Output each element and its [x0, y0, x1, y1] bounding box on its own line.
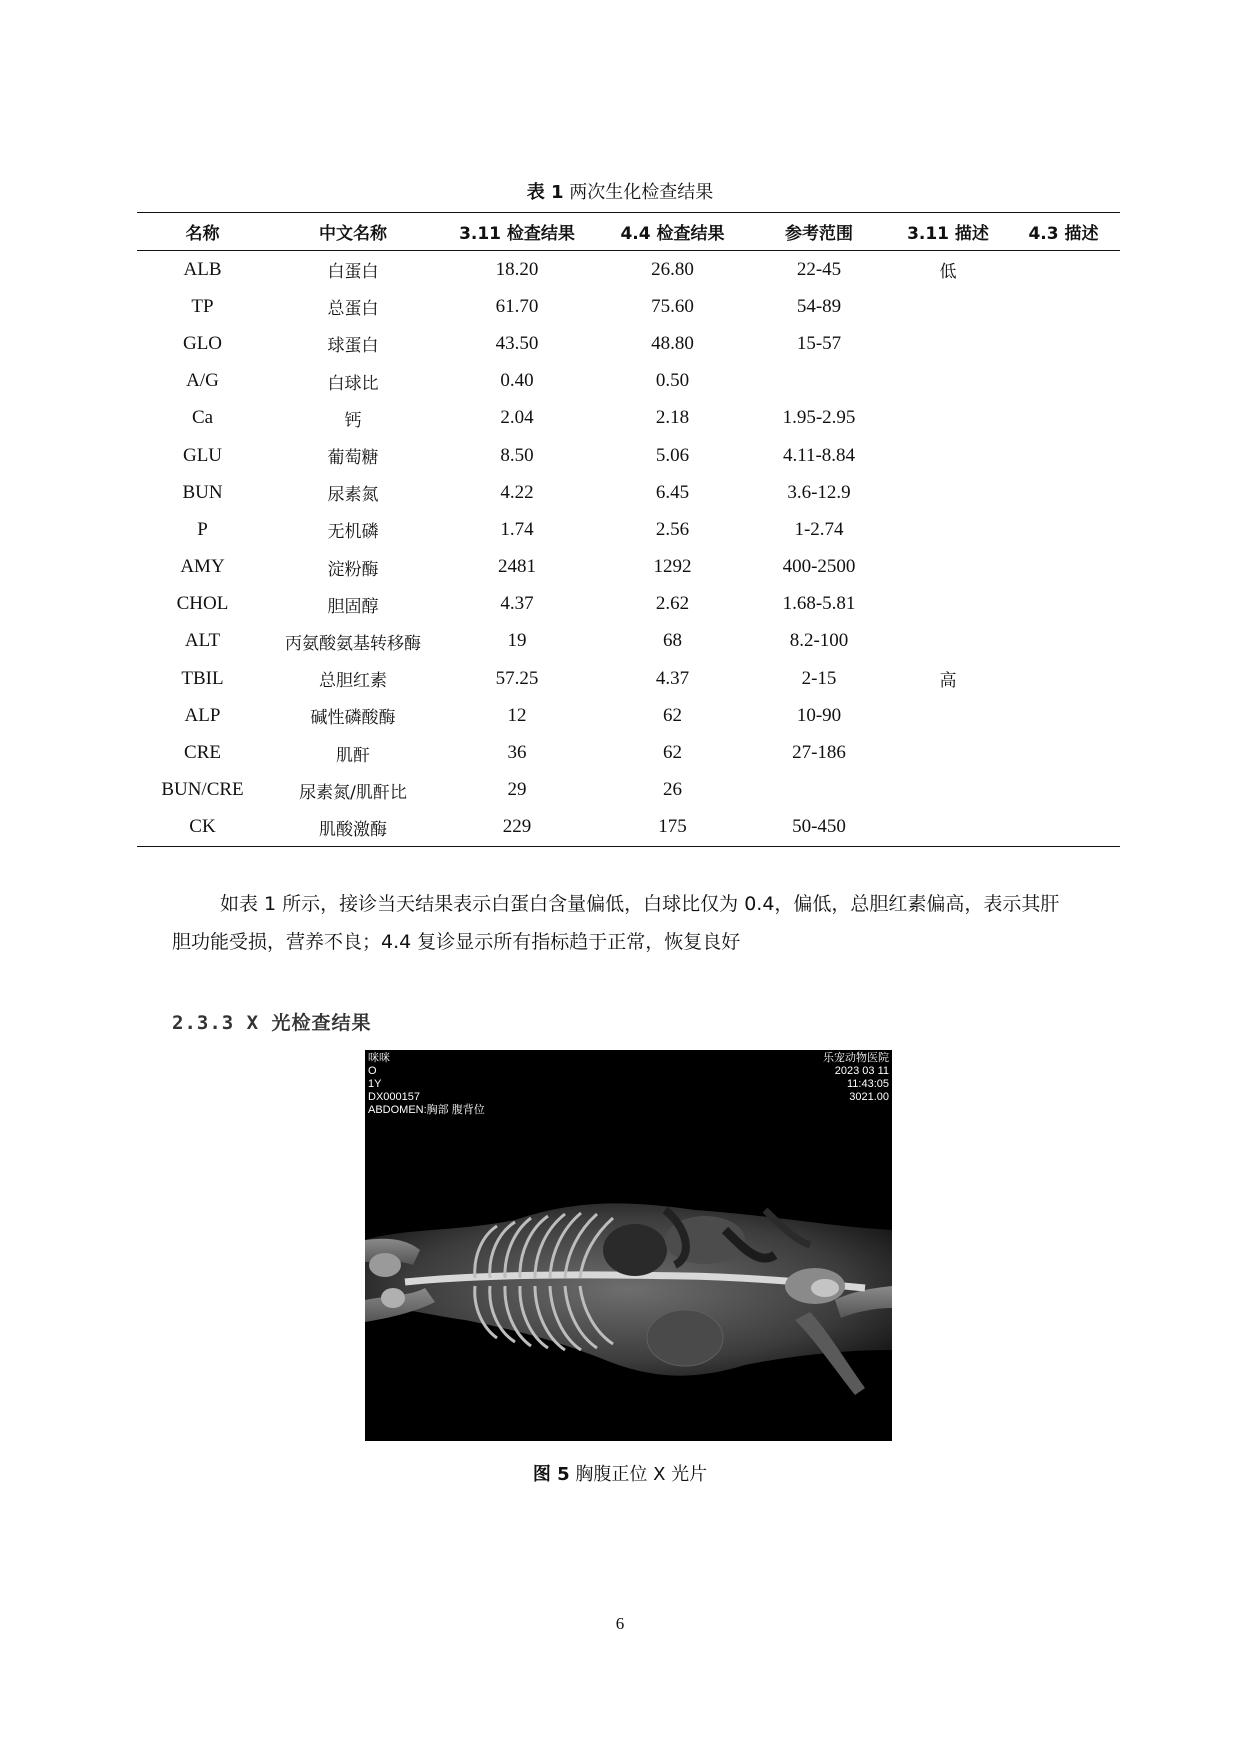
table-row	[137, 697, 1120, 734]
cell-description-4-3	[1007, 549, 1120, 586]
cell-description-3-11	[889, 511, 1007, 548]
cell-description-3-11	[889, 549, 1007, 586]
xray-hospital-info	[823, 1052, 889, 1104]
cell-description-3-11	[889, 474, 1007, 511]
cell-description-3-11	[889, 288, 1007, 325]
cell-chinese-name: 葡萄糖	[327, 448, 379, 469]
table-caption	[0, 178, 1240, 204]
cell-description-3-11	[889, 363, 1007, 400]
cell-reference-range: 3.6-12.9	[787, 481, 851, 503]
table-row	[137, 772, 1120, 809]
cell-description-4-3	[1007, 251, 1120, 289]
cell-chinese-name: 尿素氮/肌酐比	[299, 782, 407, 803]
cell-name: BUN/CRE	[161, 779, 244, 801]
xray-info-line: 2023 03 11	[834, 1065, 889, 1077]
cell-chinese-name: 球蛋白	[327, 336, 379, 357]
cell-name: GLO	[182, 332, 223, 354]
cell-description-4-3	[1007, 697, 1120, 734]
cell-result-4-4: 5.06	[655, 444, 690, 466]
xray-info-line: 3021.00	[849, 1091, 889, 1103]
xray-info-line: 11:43:05	[846, 1078, 889, 1090]
biochemistry-table	[137, 212, 1120, 847]
cell-description-4-3	[1007, 809, 1120, 847]
cell-reference-range: 50-450	[792, 816, 846, 838]
cell-description-4-3	[1007, 623, 1120, 660]
cell-reference-range: 8.2-100	[789, 630, 849, 652]
table-header-row	[137, 213, 1120, 251]
cell-description-4-3	[1007, 325, 1120, 362]
cell-result-3-11: 19	[507, 630, 527, 652]
cell-result-3-11: 57.25	[495, 667, 539, 689]
cell-chinese-name: 尿素氮	[327, 485, 379, 506]
table-row	[137, 288, 1120, 325]
header-chinese-name: 中文名称	[319, 224, 387, 244]
header-name: 名称	[185, 224, 220, 244]
cell-result-3-11: 2481	[498, 556, 536, 578]
cell-description-4-3	[1007, 437, 1120, 474]
table-row	[137, 325, 1120, 362]
cell-description-4-3	[1007, 734, 1120, 771]
cell-name: CHOL	[176, 593, 229, 615]
cell-reference-range: 1.95-2.95	[782, 407, 856, 429]
cell-description-4-3	[1007, 400, 1120, 437]
cell-result-3-11: 8.50	[500, 444, 534, 466]
table-row	[137, 511, 1120, 548]
figure-caption-text: 胸腹正位 X 光片	[575, 1464, 708, 1485]
cell-description-4-3	[1007, 363, 1120, 400]
cell-result-4-4: 0.50	[655, 370, 690, 392]
cell-result-3-11: 43.50	[495, 332, 539, 354]
table-row	[137, 549, 1120, 586]
header-reference-range: 参考范围	[785, 224, 853, 244]
cell-result-4-4: 2.18	[655, 407, 690, 429]
cell-result-4-4: 62	[663, 742, 682, 764]
xray-info-line: 咪咪	[368, 1052, 390, 1064]
cell-chinese-name: 肌酸激酶	[319, 819, 387, 840]
table-row	[137, 660, 1120, 697]
cell-reference-range	[749, 772, 889, 809]
cell-result-3-11: 61.70	[495, 295, 539, 317]
cell-result-4-4: 6.45	[655, 481, 690, 503]
table-row	[137, 734, 1120, 771]
cell-description-3-11	[889, 809, 1007, 847]
cell-description-3-11	[889, 586, 1007, 623]
cell-description-3-11: 低	[939, 262, 957, 283]
section-heading: 2.3.3 X 光检查结果	[172, 1012, 372, 1034]
xray-info-line: DX000157	[368, 1091, 420, 1103]
table-row	[137, 586, 1120, 623]
figure-caption	[0, 1460, 1240, 1486]
cell-reference-range	[749, 363, 889, 400]
cell-description-4-3	[1007, 586, 1120, 623]
cell-description-3-11	[889, 325, 1007, 362]
cell-chinese-name: 总蛋白	[327, 299, 379, 320]
cell-chinese-name: 胆固醇	[327, 596, 379, 617]
table-row	[137, 400, 1120, 437]
page-number: 6	[615, 1614, 625, 1633]
header-description-4-3: 4.3 描述	[1028, 224, 1099, 244]
cell-result-4-4: 48.80	[651, 332, 694, 354]
xray-info-line: O	[368, 1065, 377, 1077]
cell-description-3-11	[889, 400, 1007, 437]
cell-result-4-4: 2.56	[655, 518, 690, 540]
cell-name: ALT	[184, 630, 221, 652]
cell-name: A/G	[186, 370, 219, 392]
cell-reference-range: 10-90	[796, 704, 842, 726]
cell-name: ALP	[184, 704, 221, 726]
table-row	[137, 363, 1120, 400]
cell-description-4-3	[1007, 474, 1120, 511]
cell-chinese-name: 白蛋白	[327, 262, 379, 283]
cell-name: CRE	[184, 742, 221, 764]
cell-result-4-4: 68	[663, 630, 682, 652]
cell-chinese-name: 总胆红素	[319, 671, 387, 692]
cell-description-3-11	[889, 437, 1007, 474]
cell-chinese-name: 白球比	[327, 373, 379, 394]
cell-description-3-11	[889, 734, 1007, 771]
cell-result-3-11: 36	[507, 742, 527, 764]
table-row	[137, 474, 1120, 511]
cell-name: CK	[189, 816, 216, 838]
cell-result-3-11: 2.04	[500, 407, 534, 429]
cell-description-3-11	[889, 697, 1007, 734]
cell-reference-range: 400-2500	[782, 556, 856, 578]
analysis-paragraph: 如表 1 所示，接诊当天结果表示白蛋白含量偏低，白球比仅为 0.4，偏低，总胆红素偏高，表示其肝胆功能受损，营养不良；4.4 复诊显示所有指标趋于正常，恢复良好	[172, 893, 1060, 953]
cell-result-3-11: 29	[507, 779, 527, 801]
cell-chinese-name: 碱性磷酸酶	[310, 708, 396, 729]
cell-reference-range: 4.11-8.84	[782, 444, 856, 466]
cell-result-4-4: 175	[658, 816, 687, 838]
table-row	[137, 437, 1120, 474]
cell-result-3-11: 1.74	[500, 518, 534, 540]
cell-name: GLU	[182, 444, 223, 466]
table-row	[137, 623, 1120, 660]
cell-name: ALB	[183, 258, 222, 280]
cell-description-4-3	[1007, 511, 1120, 548]
cell-result-3-11: 4.22	[500, 481, 534, 503]
cell-description-4-3	[1007, 772, 1120, 809]
cell-chinese-name: 淀粉酶	[327, 559, 379, 580]
cell-description-4-3	[1007, 288, 1120, 325]
cell-result-4-4: 26.80	[651, 258, 694, 280]
cell-name: AMY	[180, 556, 225, 578]
xray-info-line: 1Y	[368, 1078, 382, 1090]
cell-name: TBIL	[181, 667, 224, 689]
cell-result-3-11: 4.37	[500, 593, 534, 615]
cell-result-4-4: 62	[663, 704, 682, 726]
cell-chinese-name: 肌酐	[336, 745, 370, 766]
xray-info-line: ABDOMEN:胸部 腹背位	[368, 1104, 485, 1116]
cell-description-3-11: 高	[939, 671, 957, 692]
cell-name: BUN	[182, 481, 223, 503]
cell-name: TP	[191, 295, 214, 317]
header-result-4-4: 4.4 检查结果	[620, 224, 725, 244]
table-caption-label: 表 1	[526, 182, 564, 203]
cell-result-4-4: 75.60	[651, 295, 694, 317]
cell-reference-range: 1.68-5.81	[782, 593, 856, 615]
cell-result-3-11: 12	[507, 704, 527, 726]
cell-reference-range: 2-15	[801, 667, 837, 689]
table-row	[137, 809, 1120, 847]
cell-description-4-3	[1007, 660, 1120, 697]
cell-reference-range: 1-2.74	[794, 518, 844, 540]
cell-chinese-name: 无机磷	[327, 522, 379, 543]
cell-result-3-11: 0.40	[500, 370, 534, 392]
cell-reference-range: 22-45	[796, 258, 842, 280]
xray-image	[365, 1050, 892, 1441]
cell-description-3-11	[889, 772, 1007, 809]
table-caption-text: 两次生化检查结果	[569, 182, 714, 203]
figure-caption-label: 图 5	[532, 1464, 570, 1485]
cell-result-4-4: 26	[663, 779, 682, 801]
cell-result-3-11: 18.20	[495, 258, 539, 280]
cell-result-4-4: 1292	[653, 556, 692, 578]
cell-description-3-11	[889, 623, 1007, 660]
cell-chinese-name: 丙氨酸氨基转移酶	[285, 633, 421, 654]
cell-name: Ca	[191, 407, 214, 429]
header-result-3-11: 3.11 检查结果	[459, 224, 575, 244]
cell-result-4-4: 4.37	[655, 667, 690, 689]
cell-reference-range: 54-89	[796, 295, 842, 317]
cell-name: P	[197, 518, 208, 540]
xray-patient-info	[368, 1052, 485, 1117]
header-description-3-11: 3.11 描述	[907, 224, 989, 244]
cell-result-4-4: 2.62	[655, 593, 690, 615]
cell-reference-range: 15-57	[796, 332, 842, 354]
cell-result-3-11: 229	[502, 816, 532, 838]
cell-reference-range: 27-186	[792, 742, 846, 764]
table-row	[137, 251, 1120, 289]
xray-info-line: 乐宠动物医院	[823, 1052, 889, 1064]
cell-chinese-name: 钙	[344, 410, 362, 431]
